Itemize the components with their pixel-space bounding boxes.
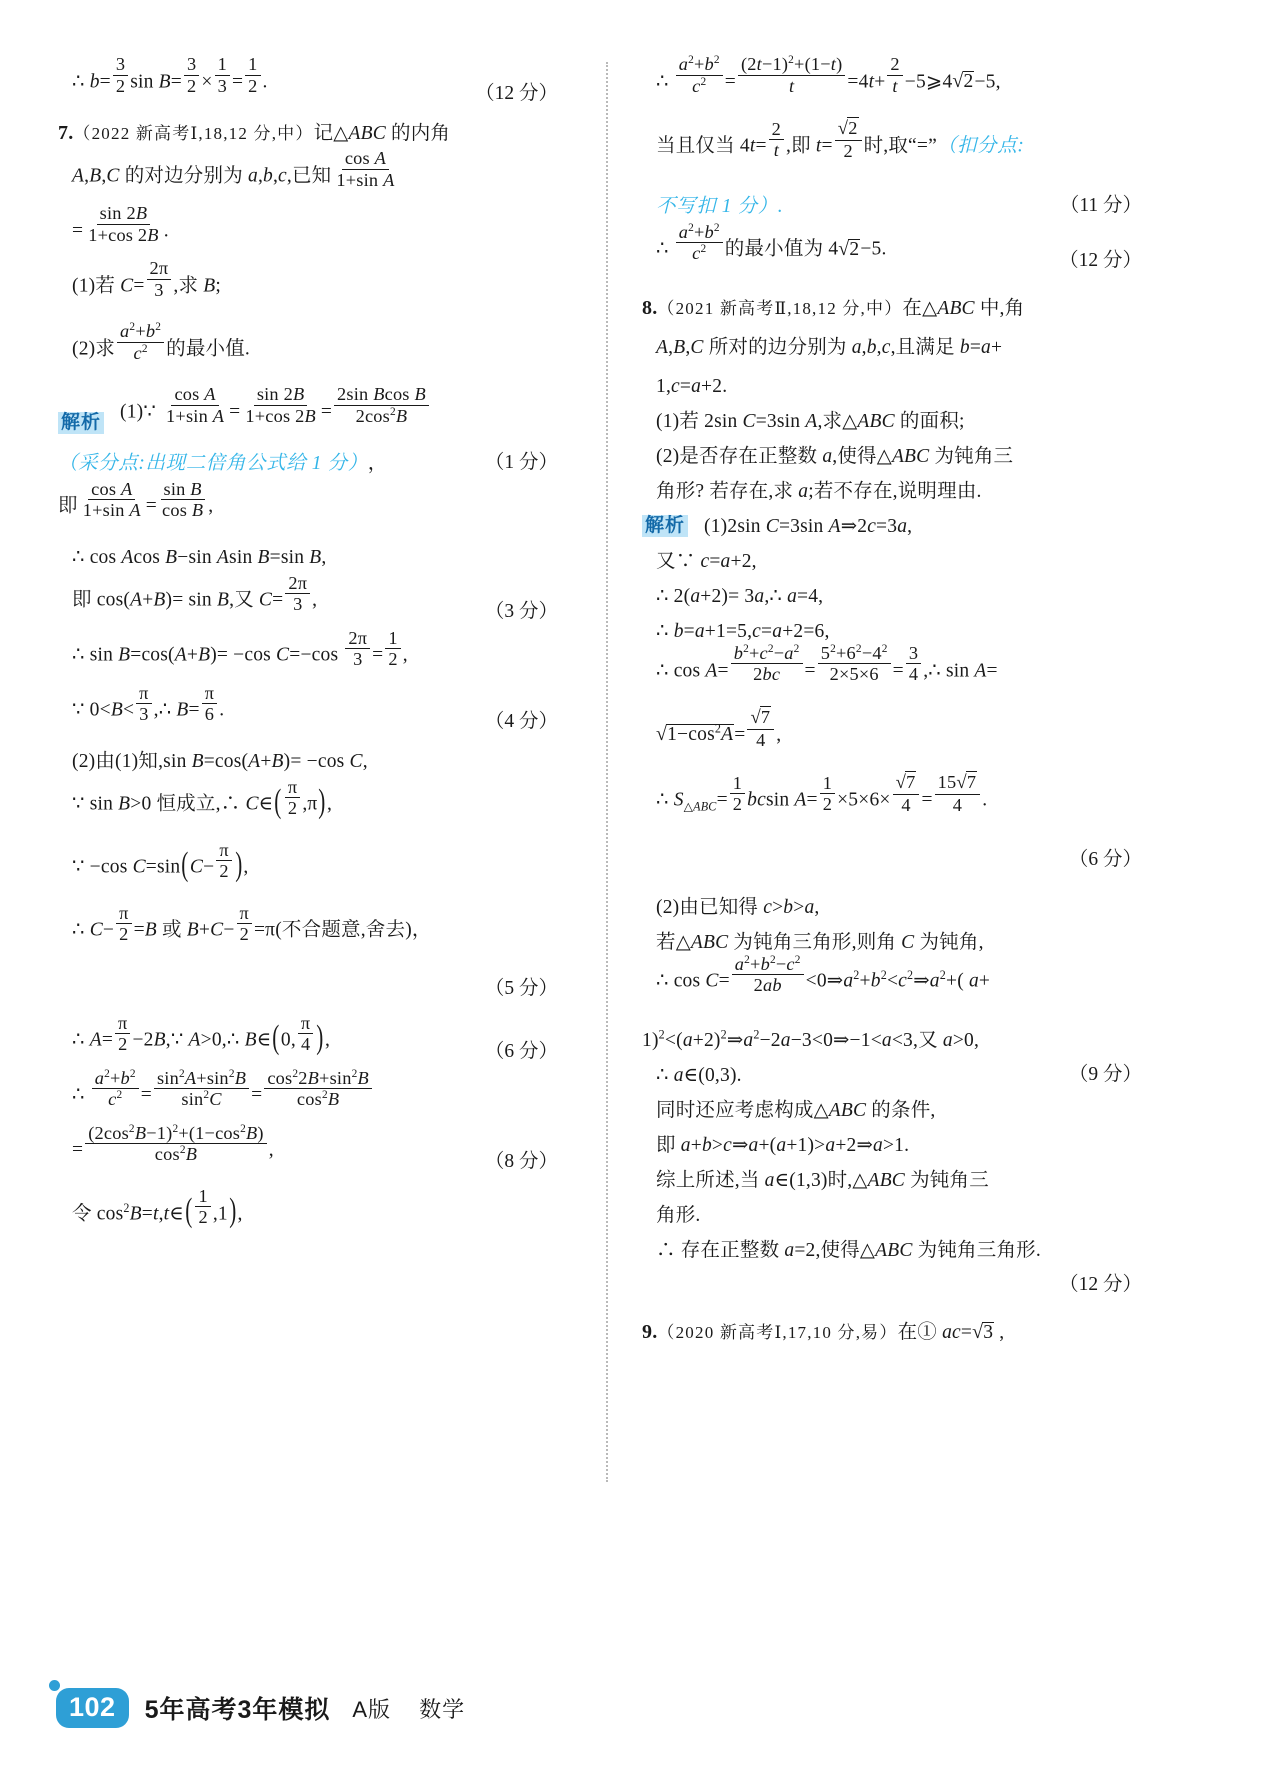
math-expression: ∴ a∈(0,3).	[656, 1064, 742, 1086]
solution-line	[642, 1094, 1142, 1120]
math-expression: (2)由(1)知,sin B=cos(A+B)= −cos C,	[72, 750, 368, 772]
solution-line	[58, 682, 558, 732]
left-column	[58, 54, 580, 1482]
math-expression: ∴ cos Acos B−sin Asin B=sin B,	[72, 546, 327, 568]
score-marker: （6 分）	[484, 1040, 558, 1062]
math-expression: ∴ $\frac{a^2+b^2}{c^2}$ = $\frac{(2t-1)^2+(1-t)}{t}$ =4t+ $\frac{2}{t}$ −5⩾4√2−5,	[656, 54, 1001, 96]
solution-line	[58, 478, 558, 528]
math-expression: ∴ C− $\frac{\pi}{2}$ =B 或 B+C− $\frac{\pi}{2}$ =π(不合题意,舍去)，	[72, 902, 432, 945]
score-marker: （5 分）	[484, 977, 558, 999]
solution-line	[642, 642, 1142, 693]
math-expression: 即 cos(A+B)= sin B,又 C= $\frac{2\pi}{3}$ ,	[72, 572, 318, 615]
question-text: (2)是否存在正整数 a,使得△ABC 为钝角三	[656, 446, 1014, 468]
math-expression: ∴ 存在正整数 a=2,使得△ABC 为钝角三角形.	[656, 1239, 1041, 1261]
score-marker: （9 分）	[1068, 1063, 1142, 1085]
question-text: 8.（2021 新高考Ⅱ,18,12 分,中）在△ABC 中,角	[642, 297, 1025, 320]
jiexi-label: 解析	[58, 412, 104, 434]
math-expression: ∴ b=a+1=5,c=a+2=6,	[656, 621, 830, 643]
question-8-line3	[642, 371, 1142, 397]
question-7-line2	[58, 148, 558, 198]
math-expression: 即 a+b>c⇒a+(a+1)>a+2⇒a>1.	[656, 1134, 910, 1156]
solution-line	[642, 221, 1142, 272]
two-column-body	[58, 54, 1218, 1482]
annotation-line	[58, 447, 558, 473]
solution-line	[642, 616, 1142, 642]
math-expression: (2)由已知得 c>b>a,	[656, 896, 820, 918]
math-expression: ∴ 2(a+2)= 3a,∴ a=4,	[656, 586, 824, 608]
solution-line	[642, 772, 1142, 823]
math-expression: ∴ cos C= $\frac{a^2+b^2-c^2}{2ab}$ $<0\Rightarrow a^2+b^2<c^2\Rightarrow a^2+$( a+	[656, 953, 991, 996]
math-expression: $√1-\cos^2A=$ $\frac{√7}{4}$ ,	[656, 706, 782, 750]
scoring-annotation: （扣分点:	[936, 135, 1025, 157]
question-9-header	[642, 1316, 1142, 1342]
question-8-line2	[642, 332, 1142, 358]
solution-line	[58, 745, 558, 771]
solution-line	[642, 118, 1142, 169]
question-text: (1)若 C= $\frac{2\pi}{3}$ ,求 B;	[72, 258, 221, 300]
question-7-part2	[58, 321, 558, 371]
question-7-header	[58, 117, 558, 143]
page-number-badge: 102	[56, 1688, 129, 1728]
solution-line	[58, 776, 558, 826]
question-7-part1	[58, 258, 558, 308]
right-column	[636, 54, 1142, 1482]
solution-line	[642, 891, 1142, 917]
question-text: A,B,C 所对的边分别为 a,b,c,且满足 b=a+	[656, 337, 1003, 359]
math-expression: 综上所述,当 a∈(1,3)时,△ABC 为钝角三	[656, 1169, 989, 1191]
question-text: 1,c=a+2.	[656, 376, 728, 398]
question-8-part2-cont	[642, 476, 1142, 502]
math-expression: ∴ A= $\frac{\pi}{2}$ −2B,∵ A>0,∴ B∈(0, $\frac{\pi}{4}$ ),	[72, 1012, 331, 1056]
solution-line	[58, 1067, 558, 1117]
solution-line	[642, 1024, 1142, 1050]
math-expression: ∴ sin B=cos(A+B)= −cos C=−cos $\frac{2\pi}{3}$ = $\frac{1}{2}$ ,	[72, 627, 408, 670]
math-expression: ∴ $S_{\triangle ABC}=$ $\frac{1}{2}$ bcsin A= $\frac{1}{2}$ ×5×6× $\frac{√7}{4}$ = $\frac{15√7}{4}$ .	[656, 772, 988, 816]
solution-line	[58, 541, 558, 567]
question-text: (1)若 2sin C=3sin A,求△ABC 的面积;	[656, 411, 965, 433]
math-expression: ∴ $\frac{a^2+b^2}{c^2}$ = $\frac{\sin^2A+\sin^2B}{\sin^2C}$ = $\frac{\cos^22B+\sin^2B}{\cos^2B}$	[72, 1075, 374, 1117]
solution-line	[58, 1122, 558, 1172]
solution-line	[58, 627, 558, 677]
math-expression: 当且仅当 4t= $\frac{2}{t}$ ,即 t= $\frac{√2}{2}$ 时,取“=”（扣分点:	[656, 118, 1025, 162]
solution-line	[642, 1234, 1142, 1260]
score-marker: （12 分）	[1059, 1273, 1142, 1295]
score-only-line	[642, 844, 1142, 870]
solution-line	[642, 546, 1142, 572]
solution-label-line	[642, 511, 1142, 537]
scoring-annotation: 不写扣 1 分）.	[656, 195, 784, 217]
question-8-part2	[642, 441, 1142, 467]
score-marker: （3 分）	[484, 600, 558, 622]
score-marker: （1 分）	[484, 451, 558, 473]
math-expression: ∴ cos A= $\frac{b^2+c^2-a^2}{2bc}$ = $\frac{5^2+6^2-4^2}{2\times 5\times 6}$ = $\frac{3}{4}$ ,∴ sin A=	[656, 642, 998, 685]
math-expression: (1)2sin C=3sin A⇒2c=3a,	[704, 516, 913, 538]
question-text: (2)求 $\frac{a^2+b^2}{c^2}$ 的最小值.	[72, 321, 251, 363]
solution-line	[642, 926, 1142, 952]
question-text: 9.（2020 新高考Ⅰ,17,10 分,易）在① ac=√3 ,	[642, 1320, 1005, 1343]
question-text: 角形? 若存在,求 a;若不存在,说明理由.	[656, 481, 982, 503]
jiexi-label: 解析	[642, 515, 688, 537]
question-8-header	[642, 293, 1142, 319]
question-7-line3	[58, 203, 558, 253]
book-title: 5年高考3年模拟	[144, 1696, 331, 1724]
math-expression: 令 $\cos^2B=t,t\in$( $\frac{1}{2}$ ,1),	[72, 1185, 243, 1229]
annotation-line	[642, 190, 1142, 216]
solution-line	[58, 902, 558, 952]
solution-line	[642, 706, 1142, 758]
score-marker: （12 分）	[1059, 250, 1142, 272]
math-expression: $1)^2<(a+2)^2\Rightarrow a^2-2a-3<0\Rightarrow-1<a<3$,又 a>0,	[642, 1027, 980, 1051]
solution-line	[58, 572, 558, 622]
column-divider	[606, 62, 608, 1482]
math-expression: 若△ABC 为钝角三角形,则角 C 为钝角,	[656, 931, 984, 953]
math-expression: ∴ b= $\frac{3}{2}$ sin B= $\frac{3}{2}$ × $\frac{1}{3}$ = $\frac{1}{2}$ .	[72, 54, 268, 96]
math-expression: ∵ sin B>0 恒成立,∴ C∈( $\frac{\pi}{2}$ ,π),	[72, 776, 333, 820]
solution-line	[642, 1199, 1142, 1225]
solution-line	[58, 1012, 558, 1062]
score-marker: （12 分）	[475, 82, 558, 104]
solution-line	[642, 953, 1142, 1003]
solution-line	[58, 1185, 558, 1236]
score-only-line	[58, 973, 558, 999]
solution-line	[58, 54, 558, 104]
solution-label-line	[58, 384, 558, 434]
math-expression: 同时还应考虑构成△ABC 的条件,	[656, 1099, 936, 1121]
question-8-part1	[642, 406, 1142, 432]
solution-line	[642, 1164, 1142, 1190]
book-edition: A版	[352, 1696, 392, 1722]
punctuation: ，	[367, 452, 388, 474]
math-expression: ∵ 0<B< $\frac{\pi}{3}$ ,∴ B= $\frac{\pi}{6}$ .	[72, 682, 225, 725]
solution-line	[642, 1059, 1142, 1085]
solution-line	[642, 54, 1142, 104]
math-expression: 角形.	[656, 1204, 701, 1226]
math-expression: ∵ −cos C=sin(C− $\frac{\pi}{2}$ ),	[72, 839, 249, 883]
score-marker: （6 分）	[1068, 848, 1142, 870]
math-expression: = $\frac{(2\cos^2B-1)^2+(1-\cos^2B)}{\cos^2B}$ ,	[72, 1122, 274, 1165]
score-marker: （8 分）	[484, 1151, 558, 1172]
math-expression: 即 $\frac{\text{cos A}}{\text{1+sin A}}$ = $\frac{\text{sin B}}{\text{cos B}}$ ,	[58, 478, 214, 521]
score-marker: （11 分）	[1059, 194, 1142, 216]
math-expression: ∴ $\frac{a^2+b^2}{c^2}$ 的最小值为 4√2−5.	[656, 221, 887, 264]
question-text: 7.（2022 新高考Ⅰ,18,12 分,中）记△ABC 的内角	[58, 121, 451, 144]
math-expression: 又∵ c=a+2,	[656, 551, 757, 573]
score-only-line	[642, 1269, 1142, 1295]
book-subject: 数学	[419, 1696, 466, 1722]
score-marker: （4 分）	[484, 710, 558, 732]
math-expression: = $\frac{\sin 2B}{1+\cos 2B}$ .	[72, 203, 169, 245]
page-footer	[56, 1684, 465, 1732]
question-text: A,B,C 的对边分别为 a,b,c,已知 $\frac{\text{cos A}}{\text{1+sin A}}$	[72, 148, 395, 190]
solution-line	[642, 581, 1142, 607]
solution-line	[642, 1129, 1142, 1155]
math-expression: (1)∵ $\frac{\text{cos A}}{\text{1+sin A}}$ = $\frac{\sin 2B}{1+\cos 2B}$ = $\frac{\text{2sin Bcos B}}{2\cos^2B}$	[120, 392, 431, 434]
solution-line	[58, 839, 558, 889]
scoring-annotation: （采分点:出现二倍角公式给 1 分）	[58, 452, 368, 474]
